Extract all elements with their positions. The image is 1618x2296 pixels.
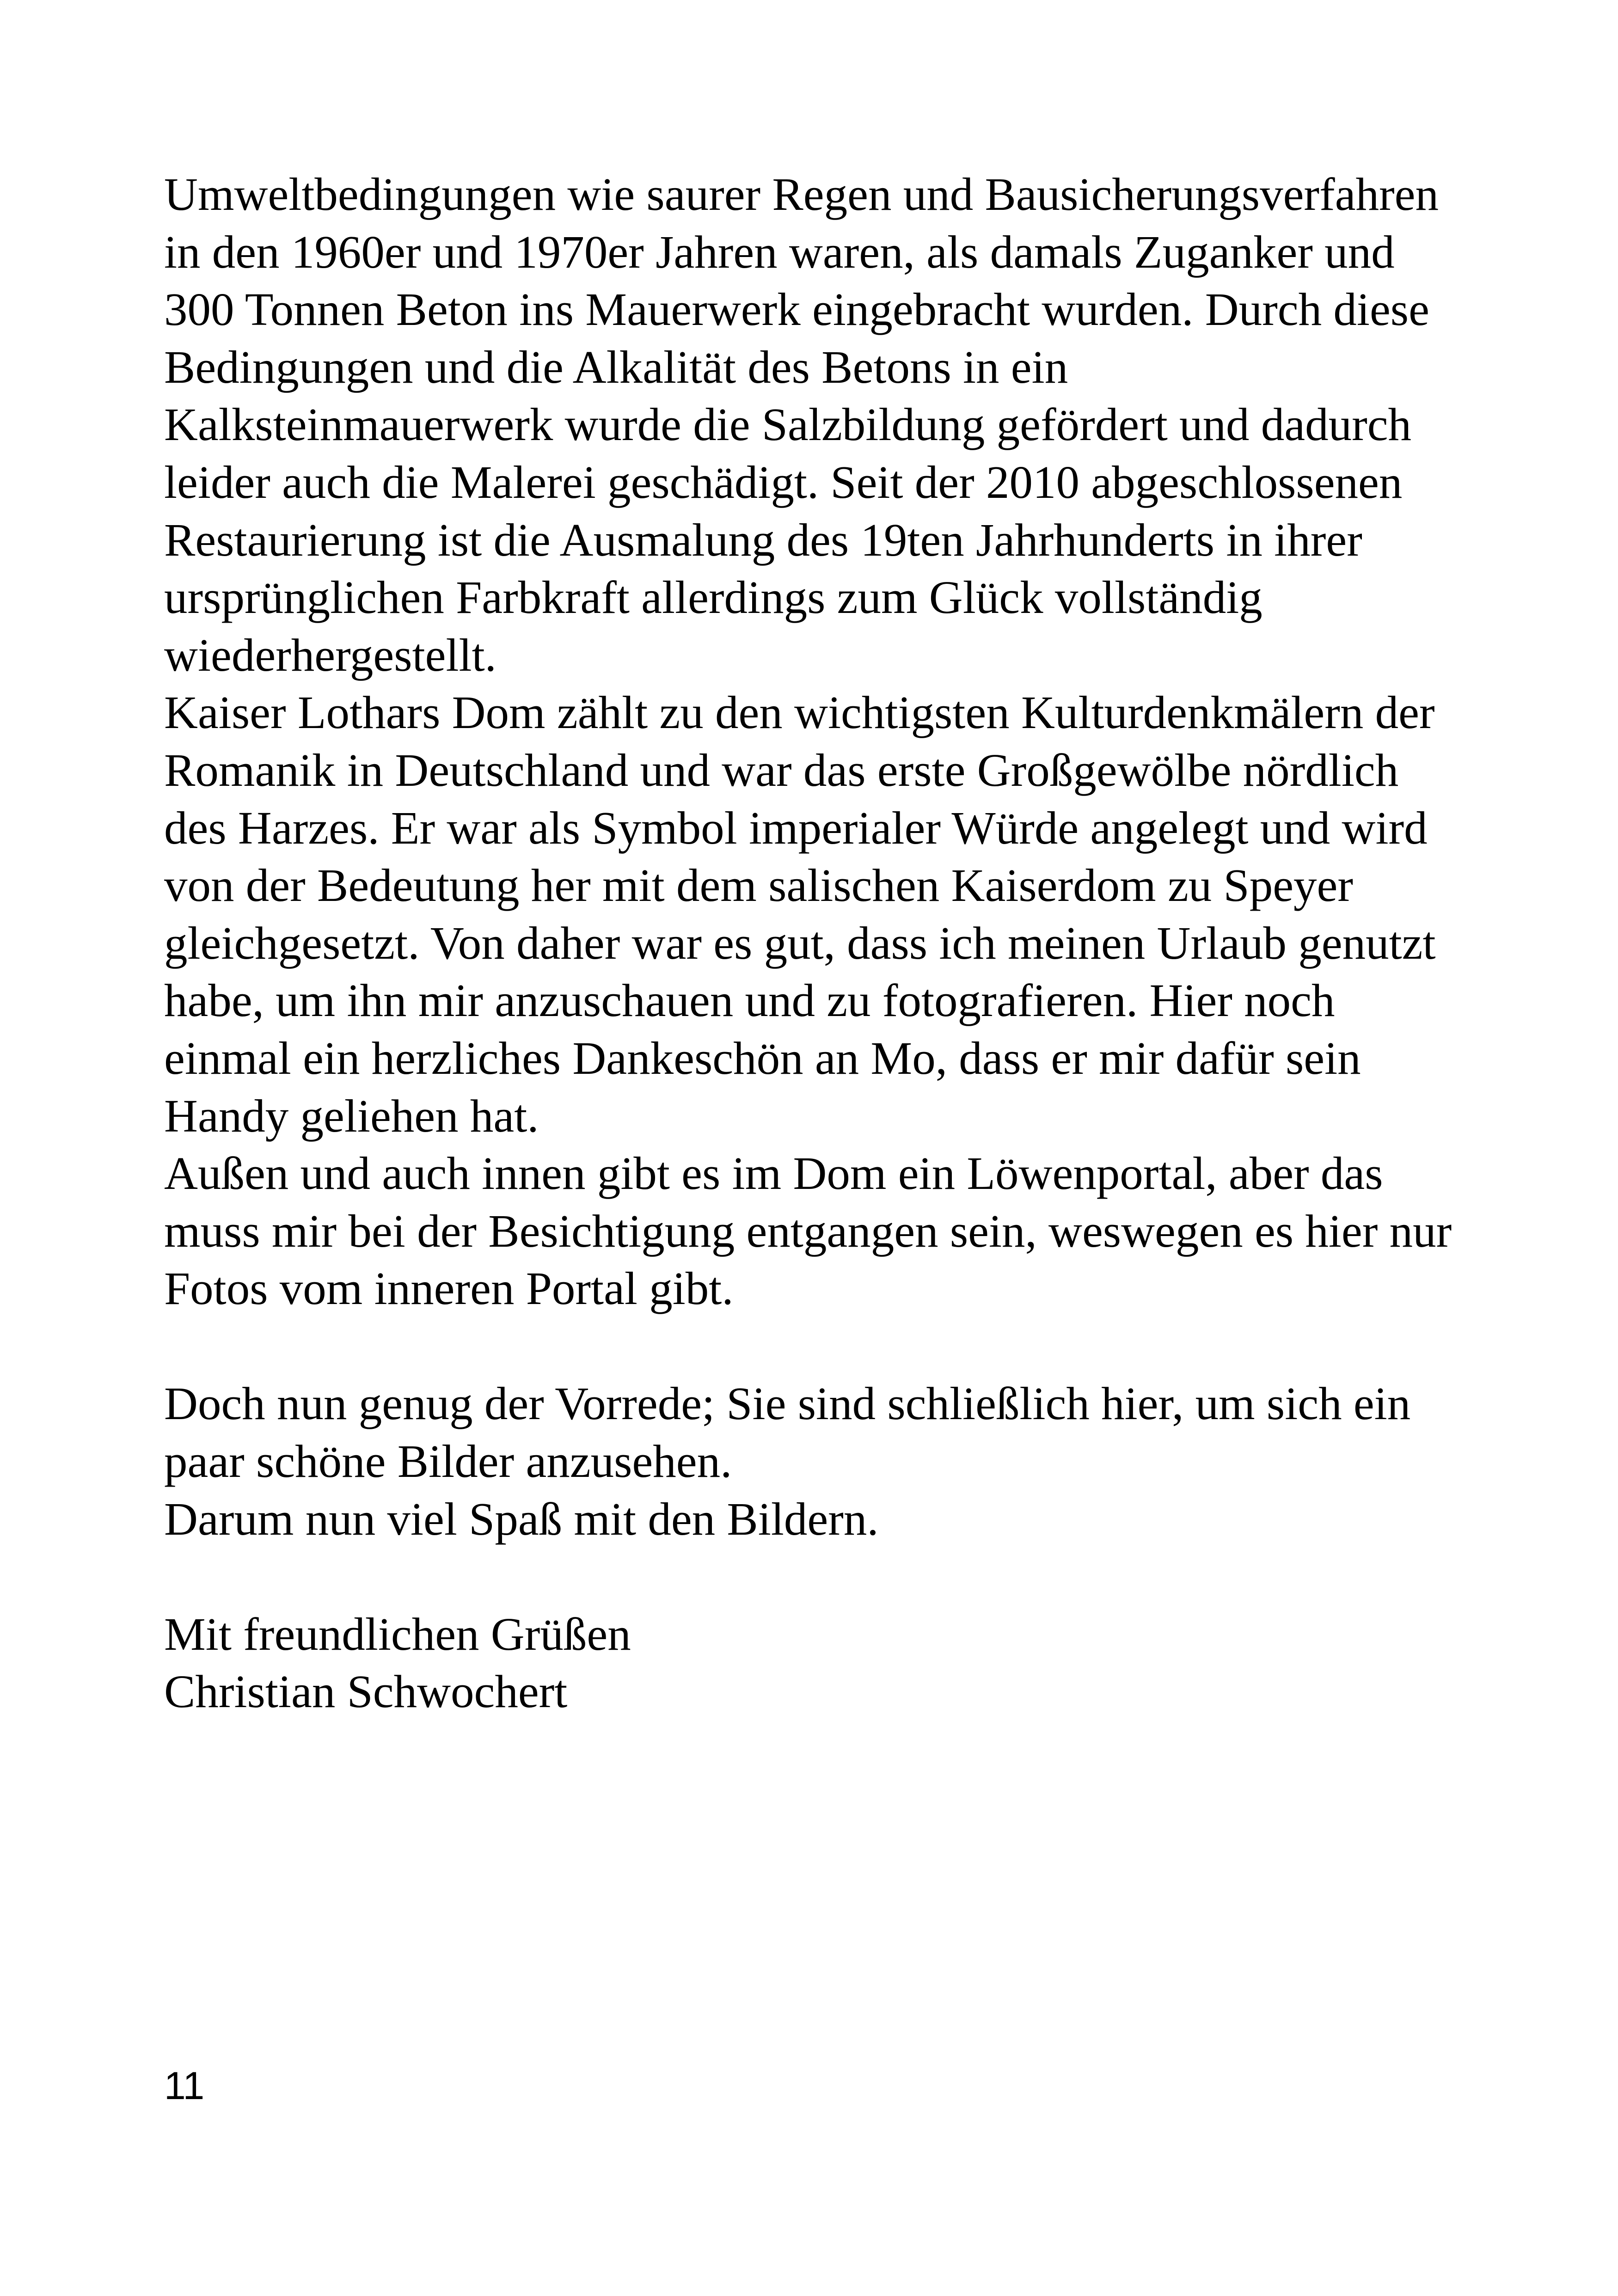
text-line: des Harzes. Er war als Symbol imperialer Würde angelegt und wird bbox=[164, 802, 1428, 854]
text-line: Fotos vom inneren Portal gibt. bbox=[164, 1262, 734, 1315]
text-line: leider auch die Malerei geschädigt. Seit der 2010 abgeschlossenen bbox=[164, 456, 1403, 508]
text-line: Bedingungen und die Alkalität des Betons in ein bbox=[164, 341, 1068, 393]
text-line: einmal ein herzliches Dankeschön an Mo, dass er mir dafür sein bbox=[164, 1032, 1361, 1084]
paragraph-spacer bbox=[164, 1317, 1505, 1375]
text-line: von der Bedeutung her mit dem salischen Kaiserdom zu Speyer bbox=[164, 859, 1353, 912]
text-line: Restaurierung ist die Ausmalung des 19ten Jahrhunderts in ihrer bbox=[164, 514, 1362, 566]
text-line: Umweltbedingungen wie saurer Regen und Bausicherungsverfahren bbox=[164, 168, 1439, 220]
text-line: muss mir bei der Besichtigung entgangen sein, weswegen es hier nur bbox=[164, 1205, 1452, 1257]
paragraph-4 bbox=[164, 1375, 1505, 1548]
text-line: Kalksteinmauerwerk wurde die Salzbildung gefördert und dadurch bbox=[164, 398, 1412, 451]
page-number: 11 bbox=[164, 2064, 205, 2107]
text-line: habe, um ihn mir anzuschauen und zu fotografieren. Hier noch bbox=[164, 974, 1335, 1027]
text-line: paar schöne Bilder anzusehen. bbox=[164, 1435, 732, 1488]
text-line: gleichgesetzt. Von daher war es gut, dass ich meinen Urlaub genutzt bbox=[164, 917, 1436, 969]
paragraph-2 bbox=[164, 684, 1505, 1145]
paragraph-spacer bbox=[164, 1548, 1505, 1605]
paragraph-1 bbox=[164, 165, 1505, 684]
text-line: Handy geliehen hat. bbox=[164, 1090, 539, 1142]
paragraph-3 bbox=[164, 1145, 1505, 1317]
author-name: Christian Schwochert bbox=[164, 1665, 568, 1718]
text-line: Außen und auch innen gibt es im Dom ein Löwenportal, aber das bbox=[164, 1147, 1383, 1200]
closing-signature bbox=[164, 1605, 1505, 1720]
text-line: 300 Tonnen Beton ins Mauerwerk eingebracht wurden. Durch diese bbox=[164, 283, 1429, 336]
text-line: Doch nun genug der Vorrede; Sie sind schließlich hier, um sich ein bbox=[164, 1378, 1411, 1430]
salutation: Mit freundlichen Grüßen bbox=[164, 1608, 631, 1660]
text-line: Romanik in Deutschland und war das erste Großgewölbe nördlich bbox=[164, 744, 1399, 796]
text-line: Darum nun viel Spaß mit den Bildern. bbox=[164, 1493, 879, 1545]
text-line: Kaiser Lothars Dom zählt zu den wichtigsten Kulturdenkmälern der bbox=[164, 686, 1435, 739]
text-line: wiederhergestellt. bbox=[164, 629, 496, 681]
text-line: ursprünglichen Farbkraft allerdings zum Glück vollständig bbox=[164, 571, 1263, 624]
body-text bbox=[164, 165, 1505, 1720]
text-line: in den 1960er und 1970er Jahren waren, als damals Zuganker und bbox=[164, 226, 1395, 278]
